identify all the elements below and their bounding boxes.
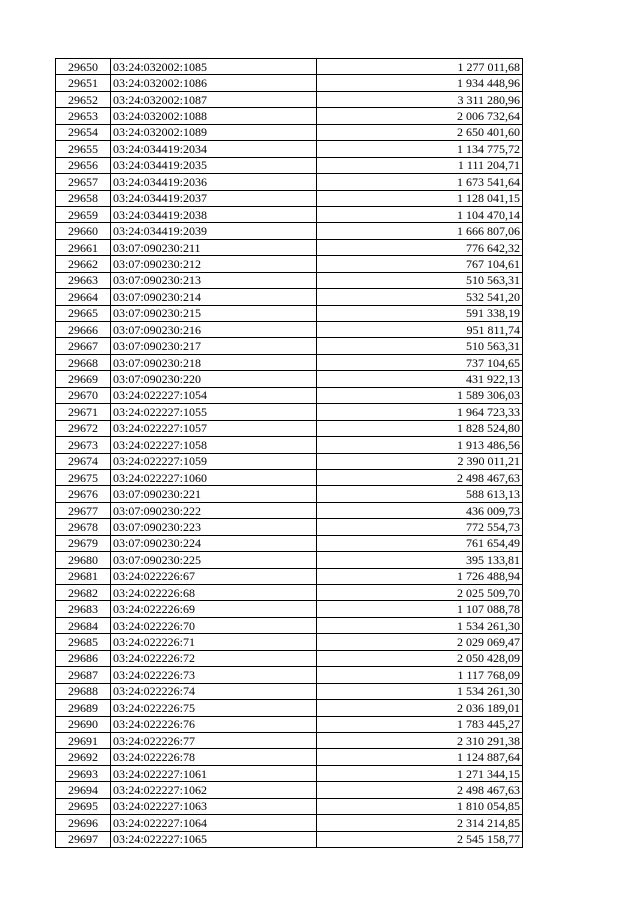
row-number-cell: 29670 <box>56 387 111 403</box>
cadastral-value-cell: 2 006 732,64 <box>317 108 523 124</box>
table-row <box>56 650 523 666</box>
row-number-cell: 29676 <box>56 486 111 502</box>
cadastral-number-cell: 03:24:022226:70 <box>111 617 317 633</box>
table-row <box>56 239 523 255</box>
row-number-cell: 29674 <box>56 453 111 469</box>
cadastral-value-cell: 2 650 401,60 <box>317 124 523 140</box>
cadastral-value-cell: 1 666 807,06 <box>317 223 523 239</box>
cadastral-value-cell: 510 563,31 <box>317 338 523 354</box>
row-number-cell: 29697 <box>56 831 111 847</box>
cadastral-number-cell: 03:24:022226:72 <box>111 650 317 666</box>
row-number-cell: 29692 <box>56 749 111 765</box>
cadastral-value-cell: 2 029 069,47 <box>317 634 523 650</box>
cadastral-value-cell: 1 111 204,71 <box>317 157 523 173</box>
cadastral-number-cell: 03:24:034419:2036 <box>111 174 317 190</box>
row-number-cell: 29669 <box>56 371 111 387</box>
cadastral-number-cell: 03:07:090230:211 <box>111 239 317 255</box>
table-row <box>56 305 523 321</box>
table-row <box>56 453 523 469</box>
table-row <box>56 157 523 173</box>
cadastral-value-cell: 1 128 041,15 <box>317 190 523 206</box>
row-number-cell: 29657 <box>56 174 111 190</box>
cadastral-value-cell: 1 726 488,94 <box>317 568 523 584</box>
row-number-cell: 29675 <box>56 469 111 485</box>
cadastral-number-cell: 03:24:022226:73 <box>111 667 317 683</box>
row-number-cell: 29656 <box>56 157 111 173</box>
cadastral-number-cell: 03:24:022226:67 <box>111 568 317 584</box>
cadastral-number-cell: 03:24:022227:1060 <box>111 469 317 485</box>
row-number-cell: 29667 <box>56 338 111 354</box>
cadastral-number-cell: 03:24:022226:68 <box>111 585 317 601</box>
cadastral-number-cell: 03:24:022226:77 <box>111 732 317 748</box>
cadastral-number-cell: 03:07:090230:216 <box>111 322 317 338</box>
cadastral-number-cell: 03:24:022227:1054 <box>111 387 317 403</box>
row-number-cell: 29653 <box>56 108 111 124</box>
cadastral-number-cell: 03:24:022226:76 <box>111 716 317 732</box>
table-row <box>56 322 523 338</box>
cadastral-number-cell: 03:24:022227:1065 <box>111 831 317 847</box>
row-number-cell: 29662 <box>56 256 111 272</box>
cadastral-number-cell: 03:24:022226:74 <box>111 683 317 699</box>
table-row <box>56 289 523 305</box>
row-number-cell: 29677 <box>56 502 111 518</box>
row-number-cell: 29672 <box>56 420 111 436</box>
cadastral-value-cell: 1 107 088,78 <box>317 601 523 617</box>
table-row <box>56 124 523 140</box>
cadastral-value-cell: 2 498 467,63 <box>317 782 523 798</box>
cadastral-value-cell: 1 104 470,14 <box>317 206 523 222</box>
cadastral-value-cell: 591 338,19 <box>317 305 523 321</box>
cadastral-value-cell: 1 673 541,64 <box>317 174 523 190</box>
cadastral-value-cell: 1 810 054,85 <box>317 798 523 814</box>
table-row <box>56 798 523 814</box>
table-row <box>56 486 523 502</box>
cadastral-number-cell: 03:07:090230:212 <box>111 256 317 272</box>
cadastral-value-cell: 1 589 306,03 <box>317 387 523 403</box>
cadastral-number-cell: 03:07:090230:223 <box>111 519 317 535</box>
cadastral-value-cell: 1 964 723,33 <box>317 404 523 420</box>
table-row <box>56 749 523 765</box>
table-row <box>56 831 523 847</box>
row-number-cell: 29668 <box>56 354 111 370</box>
cadastral-value-cell: 2 498 467,63 <box>317 469 523 485</box>
table-row <box>56 404 523 420</box>
cadastral-number-cell: 03:24:022227:1063 <box>111 798 317 814</box>
table-row <box>56 91 523 107</box>
table-row <box>56 272 523 288</box>
table-row <box>56 617 523 633</box>
cadastral-number-cell: 03:24:022227:1057 <box>111 420 317 436</box>
cadastral-number-cell: 03:24:032002:1086 <box>111 75 317 91</box>
table-row <box>56 634 523 650</box>
cadastral-value-cell: 951 811,74 <box>317 322 523 338</box>
row-number-cell: 29666 <box>56 322 111 338</box>
cadastral-number-cell: 03:24:022227:1062 <box>111 782 317 798</box>
row-number-cell: 29689 <box>56 700 111 716</box>
row-number-cell: 29651 <box>56 75 111 91</box>
row-number-cell: 29679 <box>56 535 111 551</box>
table-row <box>56 700 523 716</box>
table-row <box>56 190 523 206</box>
cadastral-value-cell: 1 828 524,80 <box>317 420 523 436</box>
row-number-cell: 29654 <box>56 124 111 140</box>
table-row <box>56 519 523 535</box>
row-number-cell: 29658 <box>56 190 111 206</box>
row-number-cell: 29696 <box>56 815 111 831</box>
cadastral-number-cell: 03:07:090230:214 <box>111 289 317 305</box>
cadastral-number-cell: 03:07:090230:224 <box>111 535 317 551</box>
table-row <box>56 223 523 239</box>
cadastral-number-cell: 03:07:090230:218 <box>111 354 317 370</box>
cadastral-number-cell: 03:07:090230:217 <box>111 338 317 354</box>
row-number-cell: 29673 <box>56 437 111 453</box>
row-number-cell: 29661 <box>56 239 111 255</box>
table-row <box>56 601 523 617</box>
cadastral-value-cell: 1 117 768,09 <box>317 667 523 683</box>
table-row <box>56 732 523 748</box>
row-number-cell: 29690 <box>56 716 111 732</box>
row-number-cell: 29671 <box>56 404 111 420</box>
cadastral-number-cell: 03:07:090230:225 <box>111 552 317 568</box>
row-number-cell: 29678 <box>56 519 111 535</box>
cadastral-number-cell: 03:24:022227:1059 <box>111 453 317 469</box>
table-row <box>56 108 523 124</box>
row-number-cell: 29682 <box>56 585 111 601</box>
cadastral-number-cell: 03:24:034419:2039 <box>111 223 317 239</box>
cadastral-value-cell: 431 922,13 <box>317 371 523 387</box>
cadastral-value-cell: 1 277 011,68 <box>317 59 523 75</box>
cadastral-value-cell: 761 654,49 <box>317 535 523 551</box>
cadastral-value-cell: 2 314 214,85 <box>317 815 523 831</box>
cadastral-number-cell: 03:07:090230:215 <box>111 305 317 321</box>
row-number-cell: 29688 <box>56 683 111 699</box>
cadastral-number-cell: 03:07:090230:213 <box>111 272 317 288</box>
cadastral-value-cell: 510 563,31 <box>317 272 523 288</box>
cadastral-number-cell: 03:24:032002:1088 <box>111 108 317 124</box>
cadastral-number-cell: 03:24:022226:75 <box>111 700 317 716</box>
cadastral-number-cell: 03:24:032002:1087 <box>111 91 317 107</box>
row-number-cell: 29665 <box>56 305 111 321</box>
table-row <box>56 815 523 831</box>
cadastral-number-cell: 03:24:022227:1061 <box>111 765 317 781</box>
cadastral-value-cell: 1 534 261,30 <box>317 683 523 699</box>
table-row <box>56 75 523 91</box>
row-number-cell: 29694 <box>56 782 111 798</box>
row-number-cell: 29684 <box>56 617 111 633</box>
cadastral-value-cell: 1 934 448,96 <box>317 75 523 91</box>
table-row <box>56 371 523 387</box>
cadastral-value-cell: 3 311 280,96 <box>317 91 523 107</box>
cadastral-value-cell: 2 050 428,09 <box>317 650 523 666</box>
cadastral-value-cell: 2 545 158,77 <box>317 831 523 847</box>
cadastral-number-cell: 03:24:022227:1064 <box>111 815 317 831</box>
cadastral-value-cell: 532 541,20 <box>317 289 523 305</box>
cadastral-value-cell: 1 783 445,27 <box>317 716 523 732</box>
table-row <box>56 502 523 518</box>
cadastral-number-cell: 03:07:090230:220 <box>111 371 317 387</box>
cadastral-number-cell: 03:24:034419:2035 <box>111 157 317 173</box>
row-number-cell: 29691 <box>56 732 111 748</box>
cadastral-value-cell: 1 913 486,56 <box>317 437 523 453</box>
cadastral-value-cell: 737 104,65 <box>317 354 523 370</box>
cadastral-number-cell: 03:24:034419:2034 <box>111 141 317 157</box>
row-number-cell: 29683 <box>56 601 111 617</box>
row-number-cell: 29685 <box>56 634 111 650</box>
table-row <box>56 683 523 699</box>
cadastral-value-cell: 2 025 509,70 <box>317 585 523 601</box>
row-number-cell: 29680 <box>56 552 111 568</box>
cadastral-number-cell: 03:07:090230:221 <box>111 486 317 502</box>
cadastral-value-cell: 772 554,73 <box>317 519 523 535</box>
row-number-cell: 29681 <box>56 568 111 584</box>
row-number-cell: 29660 <box>56 223 111 239</box>
cadastral-number-cell: 03:24:022226:69 <box>111 601 317 617</box>
table-row <box>56 420 523 436</box>
row-number-cell: 29650 <box>56 59 111 75</box>
row-number-cell: 29659 <box>56 206 111 222</box>
cadastral-number-cell: 03:24:022227:1055 <box>111 404 317 420</box>
table-row <box>56 141 523 157</box>
table-row <box>56 568 523 584</box>
table-row <box>56 716 523 732</box>
table-row <box>56 354 523 370</box>
cadastral-number-cell: 03:24:022226:78 <box>111 749 317 765</box>
table-row <box>56 59 523 75</box>
row-number-cell: 29693 <box>56 765 111 781</box>
cadastral-number-cell: 03:07:090230:222 <box>111 502 317 518</box>
table-row <box>56 206 523 222</box>
cadastral-number-cell: 03:24:034419:2038 <box>111 206 317 222</box>
row-number-cell: 29664 <box>56 289 111 305</box>
cadastral-value-cell: 767 104,61 <box>317 256 523 272</box>
table-row <box>56 387 523 403</box>
table-row <box>56 256 523 272</box>
table-row <box>56 174 523 190</box>
cadastral-number-cell: 03:24:032002:1089 <box>111 124 317 140</box>
cadastral-value-cell: 776 642,32 <box>317 239 523 255</box>
cadastral-number-cell: 03:24:032002:1085 <box>111 59 317 75</box>
row-number-cell: 29652 <box>56 91 111 107</box>
row-number-cell: 29687 <box>56 667 111 683</box>
cadastral-value-cell: 2 390 011,21 <box>317 453 523 469</box>
table-row <box>56 765 523 781</box>
table-body <box>56 59 523 848</box>
table-row <box>56 782 523 798</box>
table-row <box>56 552 523 568</box>
row-number-cell: 29686 <box>56 650 111 666</box>
table-row <box>56 667 523 683</box>
cadastral-value-cell: 1 134 775,72 <box>317 141 523 157</box>
table-row <box>56 469 523 485</box>
cadastral-value-cell: 588 613,13 <box>317 486 523 502</box>
cadastral-number-cell: 03:24:022227:1058 <box>111 437 317 453</box>
cadastral-number-cell: 03:24:022226:71 <box>111 634 317 650</box>
cadastral-number-cell: 03:24:034419:2037 <box>111 190 317 206</box>
table-row <box>56 437 523 453</box>
cadastral-value-cell: 2 310 291,38 <box>317 732 523 748</box>
cadastral-value-cell: 395 133,81 <box>317 552 523 568</box>
cadastral-value-table <box>55 58 523 848</box>
table-row <box>56 338 523 354</box>
cadastral-value-cell: 1 124 887,64 <box>317 749 523 765</box>
cadastral-value-cell: 1 271 344,15 <box>317 765 523 781</box>
cadastral-value-cell: 2 036 189,01 <box>317 700 523 716</box>
row-number-cell: 29695 <box>56 798 111 814</box>
table-row <box>56 585 523 601</box>
table-row <box>56 535 523 551</box>
row-number-cell: 29655 <box>56 141 111 157</box>
row-number-cell: 29663 <box>56 272 111 288</box>
cadastral-value-cell: 436 009,73 <box>317 502 523 518</box>
cadastral-value-cell: 1 534 261,30 <box>317 617 523 633</box>
